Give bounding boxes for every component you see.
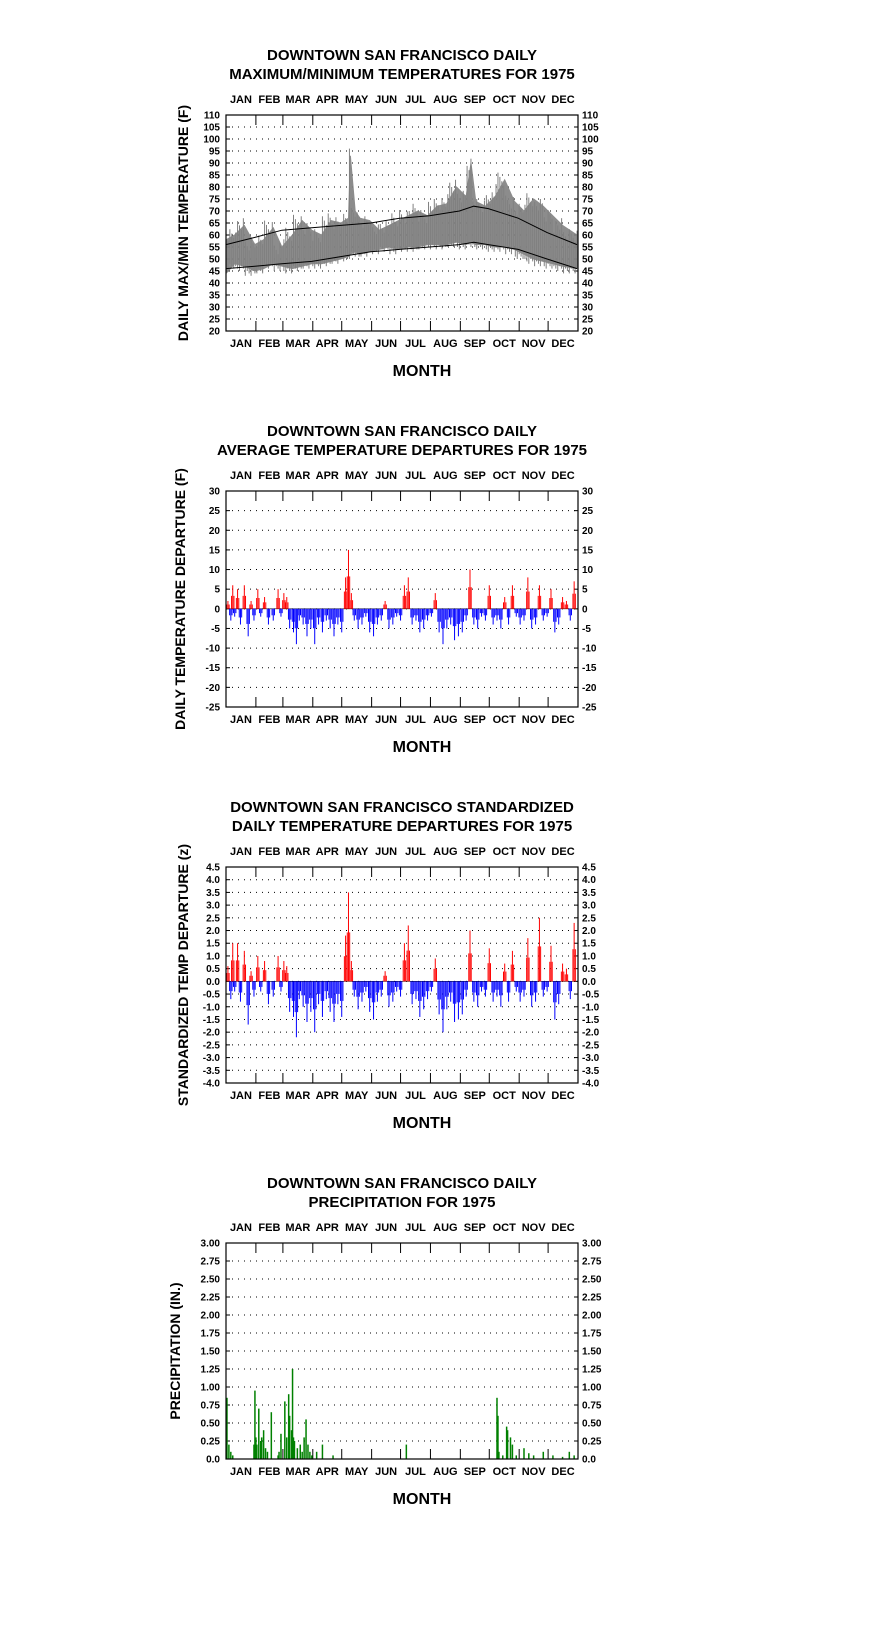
month-label-top: APR <box>315 94 339 106</box>
chart-standardized <box>175 799 600 1132</box>
month-label-bottom: SEP <box>463 338 486 350</box>
month-label-top: MAY <box>344 94 369 106</box>
y-tick-label-left: 1.00 <box>200 1382 220 1394</box>
chart-title-line: DOWNTOWN SAN FRANCISCO DAILY <box>267 423 537 440</box>
month-label-bottom: JAN <box>229 714 252 726</box>
y-tick-label-left: -2.5 <box>202 1040 220 1052</box>
y-tick-label-right: 25 <box>582 314 594 326</box>
y-tick-label-left: -20 <box>205 682 220 694</box>
y-tick-label-left: 0.75 <box>200 1400 220 1412</box>
y-tick-label-right: -2.0 <box>582 1027 600 1039</box>
y-tick-label-left: 3.5 <box>206 887 220 899</box>
y-tick-label-right: 1.50 <box>582 1346 602 1358</box>
y-tick-label-right: 4.0 <box>582 875 596 887</box>
y-tick-label-right: -3.5 <box>582 1065 600 1077</box>
month-label-bottom: JUN <box>375 338 398 350</box>
y-tick-label-right: 10 <box>582 565 594 577</box>
month-label-top: MAR <box>285 94 311 106</box>
month-label-bottom: MAR <box>285 338 311 350</box>
month-label-top: AUG <box>433 94 458 106</box>
y-tick-label-right: 0.25 <box>582 1436 602 1448</box>
y-tick-label-left: -5 <box>211 623 220 635</box>
chart-title-line: AVERAGE TEMPERATURE DEPARTURES FOR 1975 <box>216 442 588 459</box>
y-tick-label-right: -15 <box>582 663 597 675</box>
month-label-bottom: AUG <box>433 1466 458 1478</box>
month-label-top: JUN <box>375 846 398 858</box>
month-label-top: JAN <box>229 94 252 106</box>
month-label-bottom: JAN <box>229 1466 252 1478</box>
y-tick-label-right: 25 <box>582 506 594 518</box>
month-label-top: DEC <box>551 470 575 482</box>
y-axis-label: DAILY MAX/MIN TEMPERATURE (F) <box>175 104 191 342</box>
y-tick-label-left: 0.0 <box>206 1454 220 1466</box>
month-label-bottom: FEB <box>258 338 281 350</box>
y-tick-label-right: 20 <box>582 525 594 537</box>
y-tick-label-right: 60 <box>582 230 594 242</box>
y-tick-label-right: 2.50 <box>582 1274 602 1286</box>
month-label-bottom: JUL <box>405 1466 426 1478</box>
month-label-top: SEP <box>463 1222 486 1234</box>
y-tick-label-left: 65 <box>208 218 220 230</box>
month-label-bottom: DEC <box>551 338 575 350</box>
y-tick-label-right: 30 <box>582 486 594 498</box>
y-tick-label-left: 85 <box>208 170 220 182</box>
month-label-bottom: MAY <box>344 1466 369 1478</box>
y-tick-label-right: -1.0 <box>582 1002 600 1014</box>
month-label-bottom: APR <box>315 1090 339 1102</box>
y-tick-label-left: 20 <box>208 326 220 338</box>
month-label-bottom: NOV <box>521 1466 546 1478</box>
y-tick-label-left: 0.0 <box>206 976 220 988</box>
month-label-bottom: OCT <box>492 714 516 726</box>
chart-departures <box>172 423 597 756</box>
month-label-top: FEB <box>258 1222 281 1234</box>
chart-title-line: DOWNTOWN SAN FRANCISCO DAILY <box>267 47 537 64</box>
month-label-bottom: JUL <box>405 1090 426 1102</box>
y-tick-label-right: 65 <box>582 218 594 230</box>
month-label-top: NOV <box>521 94 546 106</box>
month-label-top: JUN <box>375 94 398 106</box>
y-tick-label-left: -15 <box>205 663 220 675</box>
y-tick-label-left: 30 <box>208 486 220 498</box>
month-label-bottom: APR <box>315 714 339 726</box>
chart-title-line: MAXIMUM/MINIMUM TEMPERATURES FOR 1975 <box>229 66 575 83</box>
y-tick-label-right: 3.0 <box>582 900 596 912</box>
y-tick-label-left: 60 <box>208 230 220 242</box>
y-tick-label-left: 25 <box>208 506 220 518</box>
y-tick-label-left: -1.5 <box>202 1014 220 1026</box>
month-label-top: JAN <box>229 846 252 858</box>
y-tick-label-left: 0.50 <box>200 1418 220 1430</box>
month-label-bottom: SEP <box>463 714 486 726</box>
y-tick-label-left: 10 <box>208 565 220 577</box>
y-tick-label-right: -10 <box>582 643 597 655</box>
y-tick-label-right: 2.0 <box>582 926 596 938</box>
y-tick-label-left: 1.0 <box>206 951 220 963</box>
y-tick-label-right: 0.0 <box>582 1454 596 1466</box>
y-tick-label-right: 3.5 <box>582 887 596 899</box>
month-label-top: SEP <box>463 470 486 482</box>
y-tick-label-left: -2.0 <box>202 1027 220 1039</box>
month-label-bottom: JUN <box>375 1090 398 1102</box>
month-label-bottom: APR <box>315 338 339 350</box>
y-tick-label-right: 85 <box>582 170 594 182</box>
chart-title-line: DOWNTOWN SAN FRANCISCO STANDARDIZED <box>230 799 574 816</box>
chart-title-line: PRECIPITATION FOR 1975 <box>308 1194 496 1211</box>
month-label-bottom: FEB <box>258 1090 281 1102</box>
y-tick-label-right: -4.0 <box>582 1078 600 1090</box>
y-tick-label-left: 20 <box>208 525 220 537</box>
month-label-bottom: OCT <box>492 1466 516 1478</box>
y-tick-label-right: 95 <box>582 146 594 158</box>
y-tick-label-right: 80 <box>582 182 594 194</box>
y-tick-label-right: -2.5 <box>582 1040 600 1052</box>
y-tick-label-right: 2.00 <box>582 1310 602 1322</box>
month-label-bottom: AUG <box>433 338 458 350</box>
y-tick-label-right: 2.75 <box>582 1256 602 1268</box>
month-label-top: JUL <box>405 470 426 482</box>
y-tick-label-left: 0.25 <box>200 1436 220 1448</box>
month-label-bottom: DEC <box>551 714 575 726</box>
y-tick-label-left: 0.5 <box>206 964 220 976</box>
y-tick-label-right: 0.75 <box>582 1400 602 1412</box>
y-tick-label-right: 40 <box>582 278 594 290</box>
month-label-top: APR <box>315 470 339 482</box>
y-tick-label-right: 110 <box>582 110 599 122</box>
month-label-top: SEP <box>463 94 486 106</box>
y-tick-label-left: 2.0 <box>206 926 220 938</box>
y-tick-label-left: -1.0 <box>202 1002 220 1014</box>
y-tick-label-left: 4.0 <box>206 875 220 887</box>
y-tick-label-right: 0 <box>582 604 588 616</box>
y-tick-label-left: 1.50 <box>200 1346 220 1358</box>
y-tick-label-left: 35 <box>208 290 220 302</box>
y-tick-label-right: 35 <box>582 290 594 302</box>
month-label-bottom: NOV <box>521 338 546 350</box>
month-label-top: MAY <box>344 846 369 858</box>
month-label-top: FEB <box>258 846 281 858</box>
month-label-top: JAN <box>229 1222 252 1234</box>
month-label-bottom: JAN <box>229 338 252 350</box>
y-tick-label-right: 1.0 <box>582 951 596 963</box>
y-tick-label-right: 105 <box>582 122 599 134</box>
month-label-bottom: SEP <box>463 1090 486 1102</box>
y-tick-label-right: 2.25 <box>582 1292 602 1304</box>
y-tick-label-right: 0.0 <box>582 976 596 988</box>
y-tick-label-left: 2.75 <box>200 1256 220 1268</box>
month-label-bottom: JUN <box>375 1466 398 1478</box>
y-tick-label-left: 30 <box>208 302 220 314</box>
month-label-bottom: OCT <box>492 338 516 350</box>
month-label-top: JUL <box>405 94 426 106</box>
month-label-bottom: JUN <box>375 714 398 726</box>
y-tick-label-left: 2.00 <box>200 1310 220 1322</box>
x-axis-label: MONTH <box>392 1491 452 1508</box>
month-label-bottom: JUL <box>405 714 426 726</box>
y-tick-label-left: 55 <box>208 242 220 254</box>
month-label-top: MAY <box>344 1222 369 1234</box>
month-label-bottom: MAR <box>285 1090 311 1102</box>
y-tick-label-right: 30 <box>582 302 594 314</box>
month-label-top: MAR <box>285 470 311 482</box>
month-label-bottom: FEB <box>258 1466 281 1478</box>
month-label-bottom: OCT <box>492 1090 516 1102</box>
month-label-top: NOV <box>521 470 546 482</box>
y-tick-label-left: 90 <box>208 158 220 170</box>
month-label-top: FEB <box>258 94 281 106</box>
month-label-top: SEP <box>463 846 486 858</box>
y-tick-label-right: 100 <box>582 134 599 146</box>
y-tick-label-left: -10 <box>205 643 220 655</box>
month-label-top: JUL <box>405 846 426 858</box>
y-tick-label-right: 75 <box>582 194 594 206</box>
y-tick-label-right: -5 <box>582 623 591 635</box>
y-tick-label-left: 80 <box>208 182 220 194</box>
y-tick-label-left: 110 <box>203 110 220 122</box>
y-tick-label-left: 70 <box>208 206 220 218</box>
month-label-top: DEC <box>551 846 575 858</box>
y-tick-label-right: -0.5 <box>582 989 600 1001</box>
y-tick-label-left: 75 <box>208 194 220 206</box>
month-label-bottom: APR <box>315 1466 339 1478</box>
y-tick-label-right: -3.0 <box>582 1053 600 1065</box>
month-label-top: FEB <box>258 470 281 482</box>
y-tick-label-right: 1.25 <box>582 1364 602 1376</box>
y-tick-label-right: 0.5 <box>582 964 596 976</box>
y-tick-label-right: 2.5 <box>582 913 596 925</box>
y-tick-label-left: 105 <box>203 122 220 134</box>
chart-title-line: DOWNTOWN SAN FRANCISCO DAILY <box>267 1175 537 1192</box>
y-tick-label-right: -20 <box>582 682 597 694</box>
y-tick-label-right: 70 <box>582 206 594 218</box>
month-label-top: APR <box>315 1222 339 1234</box>
x-axis-label: MONTH <box>392 739 452 756</box>
x-axis-label: MONTH <box>392 1115 452 1132</box>
month-label-bottom: AUG <box>433 1090 458 1102</box>
month-label-bottom: MAR <box>285 714 311 726</box>
y-tick-label-right: 45 <box>582 266 594 278</box>
y-tick-label-left: 0 <box>214 604 220 616</box>
y-tick-label-right: 0.50 <box>582 1418 602 1430</box>
y-tick-label-left: 25 <box>208 314 220 326</box>
y-axis-label: PRECIPITATION (IN.) <box>167 1282 183 1420</box>
month-label-top: OCT <box>492 94 516 106</box>
y-tick-label-left: 1.75 <box>200 1328 220 1340</box>
month-label-top: OCT <box>492 470 516 482</box>
y-tick-label-right: 20 <box>582 326 594 338</box>
month-label-top: DEC <box>551 1222 575 1234</box>
month-label-top: NOV <box>521 1222 546 1234</box>
month-label-bottom: FEB <box>258 714 281 726</box>
y-tick-label-left: -3.5 <box>202 1065 220 1077</box>
y-tick-label-left: 1.5 <box>206 938 220 950</box>
month-label-top: MAY <box>344 470 369 482</box>
chart-title-line: DAILY TEMPERATURE DEPARTURES FOR 1975 <box>231 818 573 835</box>
y-tick-label-left: 5 <box>214 584 220 596</box>
month-label-bottom: MAY <box>344 338 369 350</box>
y-tick-label-left: 45 <box>208 266 220 278</box>
month-label-top: AUG <box>433 846 458 858</box>
y-tick-label-left: -25 <box>205 702 220 714</box>
y-tick-label-left: 95 <box>208 146 220 158</box>
y-tick-label-right: 1.5 <box>582 938 596 950</box>
y-tick-label-right: 1.00 <box>582 1382 602 1394</box>
month-label-top: JUN <box>375 1222 398 1234</box>
y-tick-label-left: 50 <box>208 254 220 266</box>
y-axis-label: DAILY TEMPERATURE DEPARTURE (F) <box>172 468 188 730</box>
y-tick-label-left: 100 <box>203 134 220 146</box>
y-tick-label-left: 3.0 <box>206 900 220 912</box>
month-label-top: JUL <box>405 1222 426 1234</box>
month-label-bottom: JAN <box>229 1090 252 1102</box>
month-label-bottom: MAR <box>285 1466 311 1478</box>
y-tick-label-left: 2.25 <box>200 1292 220 1304</box>
y-tick-label-left: 40 <box>208 278 220 290</box>
y-tick-label-right: 4.5 <box>582 862 596 874</box>
y-axis-label: STANDARDIZED TEMP DEPARTURE (z) <box>175 843 191 1107</box>
y-tick-label-right: 55 <box>582 242 594 254</box>
month-label-top: APR <box>315 846 339 858</box>
month-label-bottom: NOV <box>521 714 546 726</box>
y-tick-label-right: 90 <box>582 158 594 170</box>
plot-frame <box>226 1243 578 1459</box>
y-tick-label-right: 5 <box>582 584 588 596</box>
y-tick-label-right: -1.5 <box>582 1014 600 1026</box>
month-label-top: MAR <box>285 1222 311 1234</box>
y-tick-label-left: 2.5 <box>206 913 220 925</box>
x-axis-label: MONTH <box>392 363 452 380</box>
month-label-top: AUG <box>433 470 458 482</box>
y-tick-label-right: -25 <box>582 702 597 714</box>
month-label-bottom: MAY <box>344 714 369 726</box>
y-tick-label-right: 1.75 <box>582 1328 602 1340</box>
month-label-top: DEC <box>551 94 575 106</box>
y-tick-label-left: 2.50 <box>200 1274 220 1286</box>
month-label-top: JAN <box>229 470 252 482</box>
month-label-bottom: AUG <box>433 714 458 726</box>
month-label-bottom: NOV <box>521 1090 546 1102</box>
month-label-bottom: DEC <box>551 1090 575 1102</box>
chart-maxmin <box>175 47 599 380</box>
month-label-bottom: DEC <box>551 1466 575 1478</box>
y-tick-label-left: -3.0 <box>202 1053 220 1065</box>
y-tick-label-left: -0.5 <box>202 989 220 1001</box>
month-label-bottom: MAY <box>344 1090 369 1102</box>
y-tick-label-left: 3.00 <box>200 1238 220 1250</box>
month-label-bottom: SEP <box>463 1466 486 1478</box>
month-label-bottom: JUL <box>405 338 426 350</box>
month-label-top: OCT <box>492 1222 516 1234</box>
month-label-top: OCT <box>492 846 516 858</box>
month-label-top: JUN <box>375 470 398 482</box>
y-tick-label-right: 15 <box>582 545 594 557</box>
y-tick-label-right: 50 <box>582 254 594 266</box>
y-tick-label-left: -4.0 <box>202 1078 220 1090</box>
y-tick-label-left: 4.5 <box>206 862 220 874</box>
month-label-top: NOV <box>521 846 546 858</box>
month-label-top: AUG <box>433 1222 458 1234</box>
y-tick-label-left: 15 <box>208 545 220 557</box>
y-tick-label-left: 1.25 <box>200 1364 220 1376</box>
month-label-top: MAR <box>285 846 311 858</box>
chart-precip <box>167 1175 602 1508</box>
y-tick-label-right: 3.00 <box>582 1238 602 1250</box>
